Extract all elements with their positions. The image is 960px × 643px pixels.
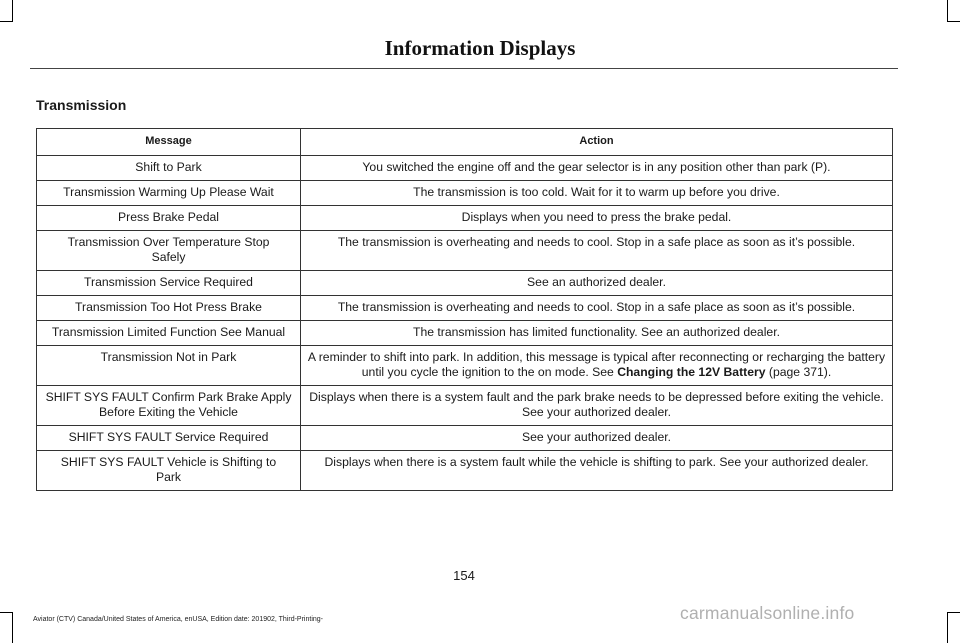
message-cell: Shift to Park [37, 156, 301, 181]
action-cell: You switched the engine off and the gear selector is in any position other than park (P). [301, 156, 893, 181]
crop-mark [947, 612, 960, 613]
table-row [37, 271, 893, 296]
column-header-message: Message [37, 129, 301, 156]
crop-mark [12, 0, 13, 22]
table-row [37, 386, 893, 426]
crop-mark [947, 0, 948, 22]
table-row [37, 321, 893, 346]
action-cell: See an authorized dealer. [301, 271, 893, 296]
action-cell: The transmission is too cold. Wait for it to warm up before you drive. [301, 181, 893, 206]
crop-mark [947, 612, 948, 643]
table-row [37, 156, 893, 181]
action-cell: Displays when there is a system fault while the vehicle is shifting to park. See your authorized dealer. [301, 451, 893, 491]
crop-mark [0, 612, 13, 613]
table-row [37, 181, 893, 206]
action-cell: The transmission is overheating and needs to cool. Stop in a safe place as soon as it’s possible. [301, 296, 893, 321]
table-header-row [37, 129, 893, 156]
action-text: A reminder to shift into park. In addition, this message is typical after reconnecting or recharging the battery until you cycle the ignition to the on mode. See [307, 350, 886, 379]
action-cell: The transmission has limited functionality. See an authorized dealer. [301, 321, 893, 346]
message-cell: Transmission Warming Up Please Wait [37, 181, 301, 206]
message-cell: Transmission Limited Function See Manual [37, 321, 301, 346]
message-table [36, 128, 893, 491]
column-header-action: Action [301, 129, 893, 156]
crop-mark [0, 21, 13, 22]
table-row [37, 296, 893, 321]
action-cell: Displays when there is a system fault and the park brake needs to be depressed before exiting the vehicle. See your authorized dealer. [301, 386, 893, 426]
table-row [37, 346, 893, 386]
page-reference: (page 371). [765, 365, 832, 379]
message-cell: Transmission Service Required [37, 271, 301, 296]
action-cell: The transmission is overheating and needs to cool. Stop in a safe place as soon as it’s possible. [301, 231, 893, 271]
header-divider [30, 68, 898, 69]
action-cell: Displays when you need to press the brake pedal. [301, 206, 893, 231]
message-cell: SHIFT SYS FAULT Service Required [37, 426, 301, 451]
table-row [37, 206, 893, 231]
message-cell: Transmission Over Temperature Stop Safely [37, 231, 301, 271]
message-cell: SHIFT SYS FAULT Vehicle is Shifting to Park [37, 451, 301, 491]
table-row [37, 451, 893, 491]
message-cell: Press Brake Pedal [37, 206, 301, 231]
message-cell: Transmission Too Hot Press Brake [37, 296, 301, 321]
watermark: carmanualsonline.info [680, 603, 855, 623]
crop-mark [947, 21, 960, 22]
table-row [37, 426, 893, 451]
edition-footer: Aviator (CTV) Canada/United States of America, enUSA, Edition date: 201902, Third-Printing- [33, 616, 324, 623]
page-number: 154 [453, 568, 475, 583]
cross-reference-link[interactable]: Changing the 12V Battery [617, 365, 766, 379]
message-cell: Transmission Not in Park [37, 346, 301, 386]
section-title: Transmission [36, 97, 127, 113]
action-cell: See your authorized dealer. [301, 426, 893, 451]
message-cell: SHIFT SYS FAULT Confirm Park Brake Apply Before Exiting the Vehicle [37, 386, 301, 426]
crop-mark [12, 612, 13, 643]
page-title: Information Displays [384, 36, 576, 60]
action-cell [301, 346, 893, 386]
table-row [37, 231, 893, 271]
